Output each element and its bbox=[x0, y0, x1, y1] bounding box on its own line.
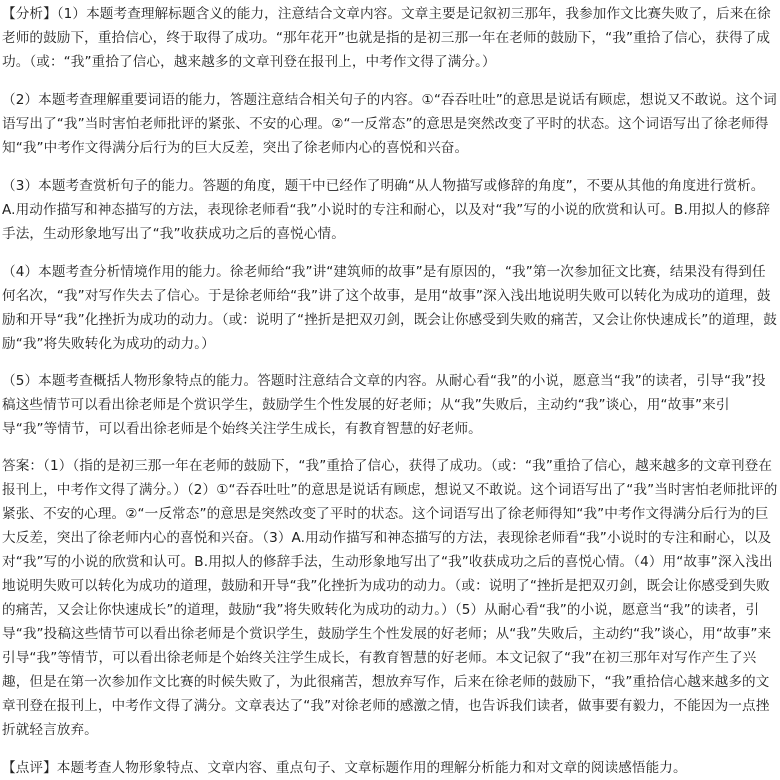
analysis-paragraph-4: （4）本题考查分析情境作用的能力。徐老师给“我”讲“建筑师的故事”是有原因的，“我”第一次参加征文比赛，结果没有得到任何名次，“我”对写作失去了信心。于是徐老师给“我”讲了这个故事，是用“故事”深入浅出地说明失败可以转化为成功的道理，鼓励和开导“我”化挫折为成功的动力。（或：说明了“挫折是把双刃剑，既会让你感受到失败的痛苦，又会让你快速成长”的道理，鼓励“我”将失败转化为成功的动力。） bbox=[2, 264, 777, 352]
comment-tag: 【点评】 bbox=[2, 760, 57, 776]
comment-paragraph bbox=[2, 756, 778, 780]
analysis-paragraph-2: （2）本题考查理解重要词语的能力，答题注意结合相关句子的内容。①“吞吞吐吐”的意思是说话有顾虑，想说又不敢说。这个词语写出了“我”当时害怕老师批评的紧张、不安的心理。②“一反常态”的意思是突然改变了平时的状态。这个词语写出了徐老师得知“我”中考作文得满分后行为的巨大反差，突出了徐老师内心的喜悦和兴奋。 bbox=[2, 92, 777, 156]
answer-paragraph: 答案：（1）（指的是初三那一年在老师的鼓励下，“我”重拾了信心，获得了成功。（或：“我”重拾了信心，越来越多的文章刊登在报刊上，中考作文得了满分。）（2）①“吞吞吐吐”的意思是说话有顾虑，想说又不敢说。这个词语写出了“我”当时害怕老师批评的紧张、不安的心理。②“一反常态”的意思是突然改变了平时的状态。这个词语写出了徐老师得知“我”中考作文得满分后行为的巨大反差，突出了徐老师内心的喜悦和兴奋。（3）A.用动作描写和神态描写的方法，表现徐老师看“我”小说时的专注和耐心，以及对“我”写的小说的欣赏和认可。B.用拟人的修辞手法，生动形象地写出了“我”收获成功之后的喜悦心情。（4）用“故事”深入浅出地说明失败可以转化为成功的道理，鼓励和开导“我”化挫折为成功的动力。（或：说明了“挫折是把双刃剑，既会让你感受到失败的痛苦，又会让你快速成长”的道理，鼓励“我”将失败转化为成功的动力。）（5）从耐心看“我”的小说，愿意当“我”的读者，引导“我”投稿这些情节可以看出徐老师是个赏识学生，鼓励学生个性发展的好老师；从“我”失败后，主动约“我”谈心，用“故事”来引导“我”等情节，可以看出徐老师是个始终关注学生成长，有教育智慧的好老师。本文记叙了“我”在初三那年对写作产生了兴趣，但是在第一次参加作文比赛的时候失败了，为此很痛苦，想放弃写作，后来在徐老师的鼓励下，“我”重拾信心越来越多的文章刊登在报刊上，中考作文得了满分。文章表达了“我”对徐老师的感激之情，也告诉我们读者，做事要有毅力，不能因为一点挫折就轻言放弃。 bbox=[2, 458, 778, 738]
analysis-text-1: （1）本题考查理解标题含义的能力，注意结合文章内容。文章主要是记叙初三那年，我参加作文比赛失败了，后来在徐老师的鼓励下，重拾信心，终于取得了成功。“那年花开”也就是指的是初三那一年在老师的鼓励下，“我”重拾了信心，获得了成功。（或：“我”重拾了信心，越来越多的文章刊登在报刊上，中考作文得了满分。） bbox=[2, 6, 771, 70]
analysis-paragraph-3: （3）本题考查赏析句子的能力。答题的角度，题干中已经作了明确“从人物描写或修辞的角度”，不要从其他的角度进行赏析。A.用动作描写和神态描写的方法，表现徐老师看“我”小说时的专注和耐心，以及对“我”写的小说的欣赏和认可。B.用拟人的修辞手法，生动形象地写出了“我”收获成功之后的喜悦心情。 bbox=[2, 178, 771, 242]
analysis-tag: 【分析】 bbox=[2, 6, 57, 22]
comment-text: 本题考查人物形象特点、文章内容、重点句子、文章标题作用的理解分析能力和对文章的阅读感悟能力。 bbox=[56, 760, 687, 776]
analysis-paragraph-1 bbox=[2, 2, 778, 74]
analysis-paragraph-5: （5）本题考查概括人物形象特点的能力。答题时注意结合文章的内容。从耐心看“我”的小说，愿意当“我”的读者，引导“我”投稿这些情节可以看出徐老师是个赏识学生，鼓励学生个性发展的好老师；从“我”失败后，主动约“我”谈心，用“故事”来引导“我”等情节，可以看出徐老师是个始终关注学生成长，有教育智慧的好老师。 bbox=[2, 373, 766, 437]
